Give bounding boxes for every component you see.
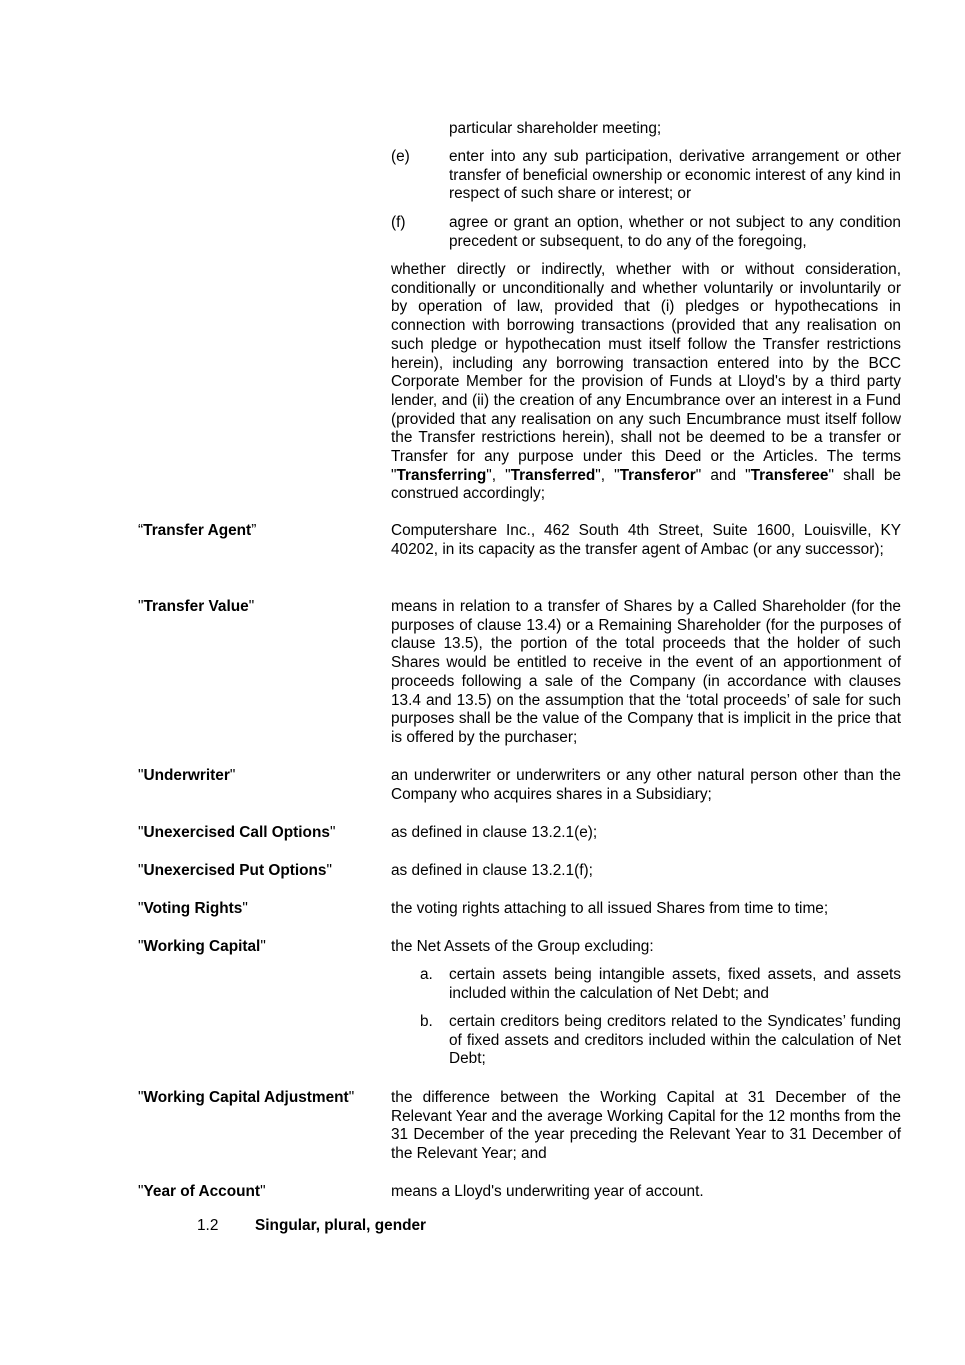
section-title: Singular, plural, gender: [255, 1217, 427, 1234]
definition-term-transfer-value: "Transfer Value": [138, 598, 255, 615]
definition-term-transfer-agent: “Transfer Agent”: [138, 522, 257, 539]
definition-text-voting-rights: the voting rights attaching to all issued Shares from time to time;: [391, 900, 829, 917]
definition-text-unexercised-put-options: as defined in clause 13.2.1(f);: [391, 862, 593, 879]
definition-term-unexercised-put-options: "Unexercised Put Options": [138, 862, 332, 879]
definition-text-transfer-agent: Computershare Inc., 462 South 4th Street, Suite 1600, Louisville, KY 40202, in its capacity as the transfer agent of Ambac (or any successor);: [391, 522, 901, 558]
definition-term-working-capital-adjustment: "Working Capital Adjustment": [138, 1089, 355, 1106]
list-item-label: b.: [420, 1013, 433, 1030]
definition-term-year-of-account: "Year of Account": [138, 1183, 266, 1200]
definition-text-unexercised-call-options: as defined in clause 13.2.1(e);: [391, 824, 598, 841]
definition-term-unexercised-call-options: "Unexercised Call Options": [138, 824, 336, 841]
definition-text-year-of-account: means a Lloyd's underwriting year of account.: [391, 1183, 704, 1200]
sub-item-text: enter into any sub participation, derivative arrangement or other transfer of beneficial ownership or economic interest of any kind in respect of such share or interest; or: [449, 148, 901, 203]
list-item-label: a.: [420, 966, 433, 983]
list-item-text: certain creditors being creditors related to the Syndicates’ funding of fixed assets and creditors included within the calculation of Net Debt;: [449, 1013, 901, 1068]
definition-text-working-capital: the Net Assets of the Group excluding:: [391, 938, 654, 955]
definition-term-underwriter: "Underwriter": [138, 767, 236, 784]
sub-item-label: (e): [391, 148, 410, 165]
definition-text-transfer-value: means in relation to a transfer of Shares by a Called Shareholder (for the purposes of clause 13.4) or a Remaining Shareholder (for the purposes of clause 13.5), the portion of the total proceeds that the holder of such Shares would be entitled to receive in the event of an apportionment of proceeds following a sale of the Company (in accordance with clauses 13.4 and 13.5) on the assumption that the ‘total proceeds’ of sale for such purposes shall be the value of the Company that is implicit in the price that is offered by the purchaser;: [391, 598, 901, 746]
list-item-text: certain assets being intangible assets, fixed assets, and assets included within the calculation of Net Debt; and: [449, 966, 901, 1002]
transfer-definition-tail: whether directly or indirectly, whether with or without consideration, conditionally or unconditionally and whether voluntarily or involuntarily or by operation of law, provided that (i) pledges or hypothecations in connection with borrowing transactions (provided that any realisation on such pledge or hypothecation must itself follow the Transfer restrictions herein), including any borrowing transaction entered into by the BCC Corporate Member for the provision of Funds at Lloyd's by a third party lender, and (ii) the creation of any Encumbrance over an interest in a Fund (provided that any realisation on any such Encumbrance must itself follow the Transfer restrictions herein), shall not be deemed to be a transfer or Transfer for any purpose under this Deed or the Articles. The terms "Transferring", "Transferred", "Transferor" and "Transferee" shall be construed accordingly;: [391, 261, 901, 503]
definition-term-working-capital: "Working Capital": [138, 938, 266, 955]
sub-item-label: (f): [391, 214, 406, 231]
definition-term-voting-rights: "Voting Rights": [138, 900, 248, 917]
definition-text-working-capital-adjustment: the difference between the Working Capital at 31 December of the Relevant Year and the average Working Capital for the 12 months from the 31 December of the year preceding the Relevant Year to 31 December of the Relevant Year; and: [391, 1089, 901, 1163]
continuation-text: particular shareholder meeting;: [449, 120, 662, 137]
definition-text-underwriter: an underwriter or underwriters or any other natural person other than the Company who acquires shares in a Subsidiary;: [391, 767, 901, 803]
section-number: 1.2: [197, 1217, 219, 1234]
sub-item-text: agree or grant an option, whether or not subject to any condition precedent or subsequent, to do any of the foregoing,: [449, 214, 901, 250]
